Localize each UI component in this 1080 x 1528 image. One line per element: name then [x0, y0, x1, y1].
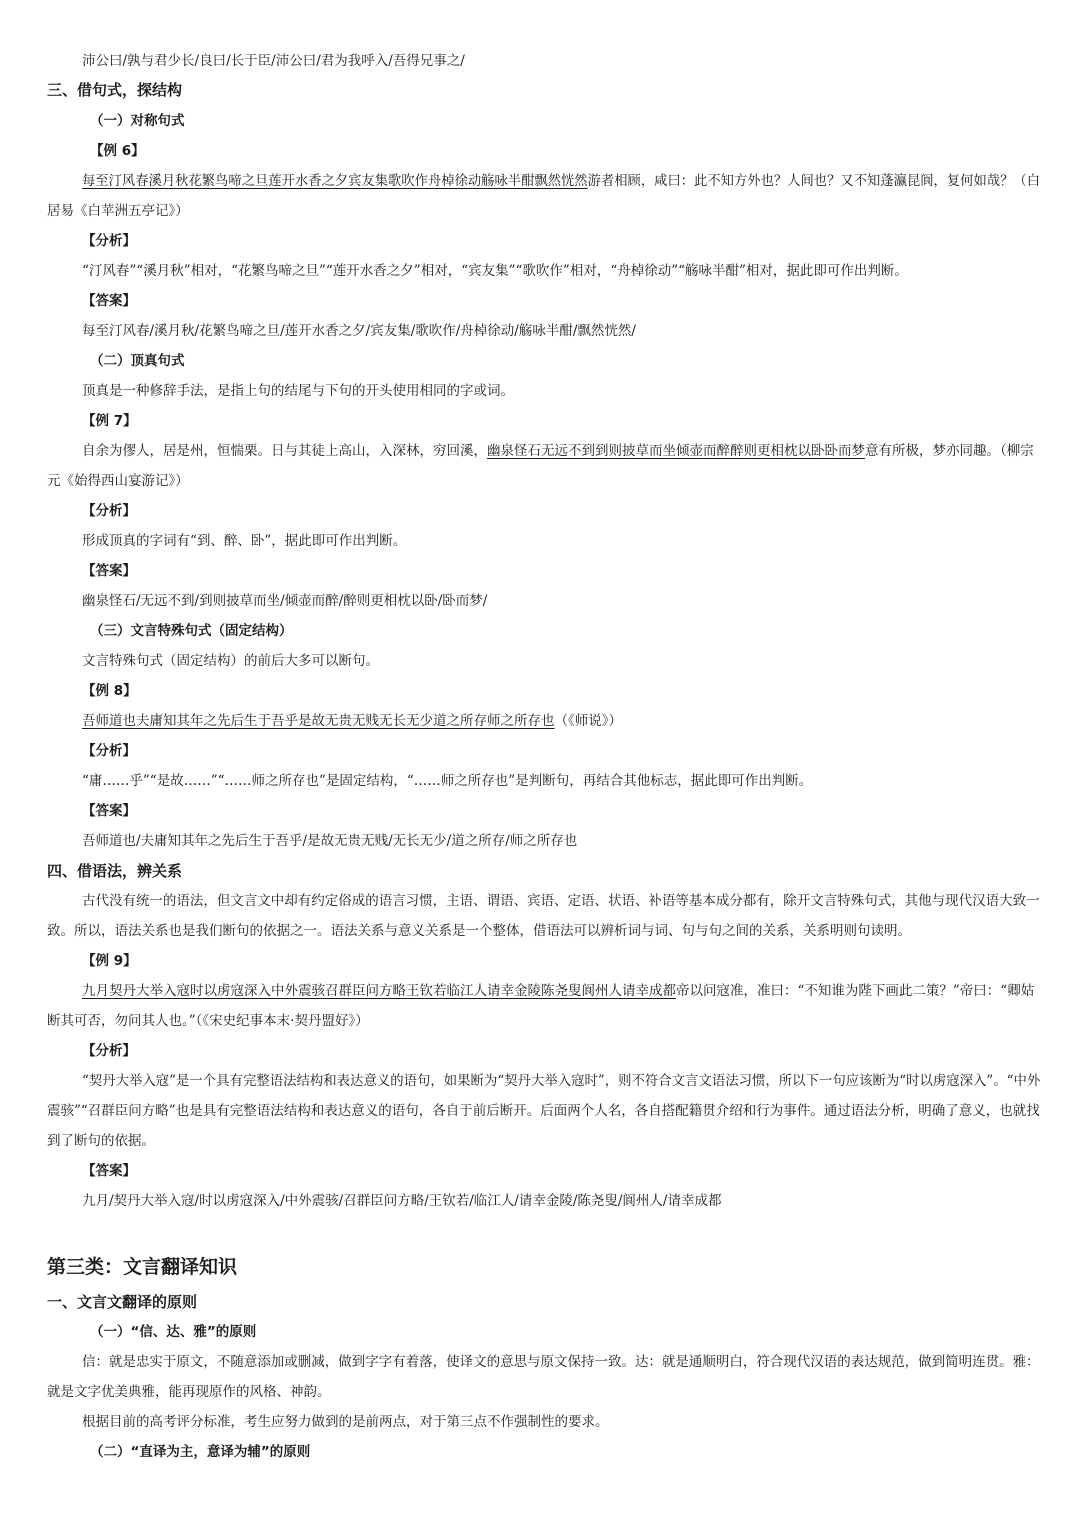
translation-principles-heading: 一、文言文翻译的原则	[47, 1293, 198, 1311]
example-7-rest: 意有所极，梦亦同趣。（柳宗	[865, 443, 1034, 459]
example-8-underlined: 吾师道也夫庸知其年之先后生于吾乎是故无贵无贱无长无少道之所存师之所存也	[82, 713, 555, 729]
xin-da-ya-line-2: 就是文字优美典雅，能再现原作的风格、神韵。	[47, 1384, 331, 1400]
example-9-underlined: 九月契丹大举入寇时以虏寇深入中外震骇召群臣问方略王钦若临江人请幸金陵陈尧叟阆州人请幸成都	[82, 983, 676, 999]
analysis-9-line-2: 震骇”“召群臣问方略”也是具有完整语法结构和表达意义的语句，各自于前后断开。后面两个人名，各自搭配籍贯介绍和行为事件。通过语法分析，明确了意义，也就找	[47, 1103, 1040, 1119]
analysis-9-line-3: 到了断句的依据。	[47, 1133, 155, 1149]
section-heading-4: 四、借语法，辨关系	[47, 862, 183, 880]
example-9-source: 断其可否，勿问其人也。”（《宋史纪事本末·契丹盟好》）	[47, 1013, 369, 1029]
example-8-label: 【例 8】	[82, 683, 137, 699]
fixed-structure-definition: 文言特殊句式（固定结构）的前后大多可以断句。	[82, 653, 379, 669]
grammar-paragraph-line-2: 致。所以，语法关系也是我们断句的依据之一。语法关系与意义关系是一个整体，借语法可以辨析词与词、句与句之间的关系，关系明则句读明。	[47, 923, 911, 939]
answer-8-label: 【答案】	[82, 803, 136, 819]
answer-8-text: 吾师道也/夫庸知其年之先后生于吾乎/是故无贵无贱/无长无少/道之所存/师之所存也	[82, 833, 578, 849]
analysis-8-label: 【分析】	[82, 743, 136, 759]
category-3-title: 第三类：文言翻译知识	[47, 1256, 238, 1278]
answer-9-text: 九月/契丹大举入寇/时以虏寇深入/中外震骇/召群臣问方略/王钦若/临江人/请幸金陵/陈尧叟/阆州人/请幸成都	[82, 1193, 722, 1209]
analysis-8-text: “庸……乎”“是故……”“……师之所存也”是固定结构，“……师之所存也”是判断句，再结合其他标志，据此即可作出判断。	[82, 773, 813, 789]
example-6-text	[82, 171, 1040, 191]
dingzhen-definition: 顶真是一种修辞手法，是指上句的结尾与下句的开头使用相同的字或词。	[82, 383, 514, 399]
answer-line-prev: 沛公曰/孰与君少长/良曰/长于臣/沛公曰/君为我呼入/吾得兄事之/	[82, 53, 465, 69]
example-6-underlined: 每至汀风春溪月秋花繁鸟啼之旦莲开水香之夕宾友集歌吹作舟棹徐动觞咏半酣飘然恍然	[82, 173, 588, 189]
example-6-rest: 游者相顾，咸曰：此不知方外也？人间也？又不知蓬瀛昆阆，复何如哉？（白	[587, 173, 1041, 189]
example-7-label: 【例 7】	[82, 413, 137, 429]
example-9-rest: 帝以问寇准，准曰：“不知谁为陛下画此二策？”帝曰：“卿姑	[676, 983, 1035, 999]
scoring-note: 根据目前的高考评分标准，考生应努力做到的是前两点，对于第三点不作强制性的要求。	[82, 1414, 609, 1430]
example-8-source: （《师说》）	[554, 713, 622, 729]
analysis-9-label: 【分析】	[82, 1043, 136, 1059]
analysis-7-text: 形成顶真的字词有“到、醉、卧”，据此即可作出判断。	[82, 533, 407, 549]
section-heading-3: 三、借句式，探结构	[47, 81, 183, 99]
example-8-text	[82, 711, 622, 731]
subheading-dingzhen: （二）顶真句式	[90, 353, 185, 369]
analysis-7-label: 【分析】	[82, 503, 136, 519]
example-7-text	[82, 441, 1034, 461]
example-9-text	[82, 981, 1034, 1001]
subheading-xin-da-ya: （一）“信、达、雅”的原则	[90, 1324, 257, 1340]
analysis-6-label: 【分析】	[82, 233, 136, 249]
xin-da-ya-line-1: 信：就是忠实于原文，不随意添加或删减，做到字字有着落，使译文的意思与原文保持一致。达：就是通顺明白，符合现代汉语的表达规范，做到简明连贯。雅：	[82, 1354, 1040, 1370]
answer-6-text: 每至汀风春/溪月秋/花繁鸟啼之旦/莲开水香之夕/宾友集/歌吹作/舟棹徐动/觞咏半酣/飘然恍然/	[82, 323, 636, 339]
subheading-symmetric: （一）对称句式	[90, 113, 185, 129]
answer-6-label: 【答案】	[82, 293, 136, 309]
example-7-source: 元《始得西山宴游记》）	[47, 473, 189, 489]
answer-7-label: 【答案】	[82, 563, 136, 579]
subheading-fixed-structure: （三）文言特殊句式（固定结构）	[90, 623, 293, 639]
grammar-paragraph-line-1: 古代没有统一的语法，但文言文中却有约定俗成的语言习惯，主语、谓语、宾语、定语、状语、补语等基本成分都有，除开文言特殊句式，其他与现代汉语大致一	[82, 893, 1040, 909]
example-9-label: 【例 9】	[82, 953, 137, 969]
analysis-9-line-1: “契丹大举入寇”是一个具有完整语法结构和表达意义的语句，如果断为“契丹大举入寇时”，则不符合文言文语法习惯，所以下一句应该断为“时以虏寇深入”。“中外	[82, 1073, 1041, 1089]
example-7-underlined: 幽泉怪石无远不到到则披草而坐倾壶而醉醉则更相枕以卧卧而梦	[487, 443, 865, 459]
example-6-source: 居易《白苹洲五亭记》）	[47, 203, 189, 219]
example-6-label: 【例 6】	[90, 143, 145, 159]
analysis-6-text: “汀风春”“溪月秋”相对，“花繁鸟啼之旦”“莲开水香之夕”相对，“宾友集”“歌吹作”相对，“舟棹徐动”“觞咏半酣”相对，据此即可作出判断。	[82, 263, 908, 279]
example-7-lead: 自余为僇人，居是州，恒惴栗。日与其徒上高山，入深林，穷回溪，	[82, 443, 487, 459]
answer-7-text: 幽泉怪石/无远不到/到则披草而坐/倾壶而醉/醉则更相枕以卧/卧而梦/	[82, 593, 488, 609]
subheading-literal-first: （二）“直译为主，意译为辅”的原则	[90, 1444, 311, 1460]
answer-9-label: 【答案】	[82, 1163, 136, 1179]
